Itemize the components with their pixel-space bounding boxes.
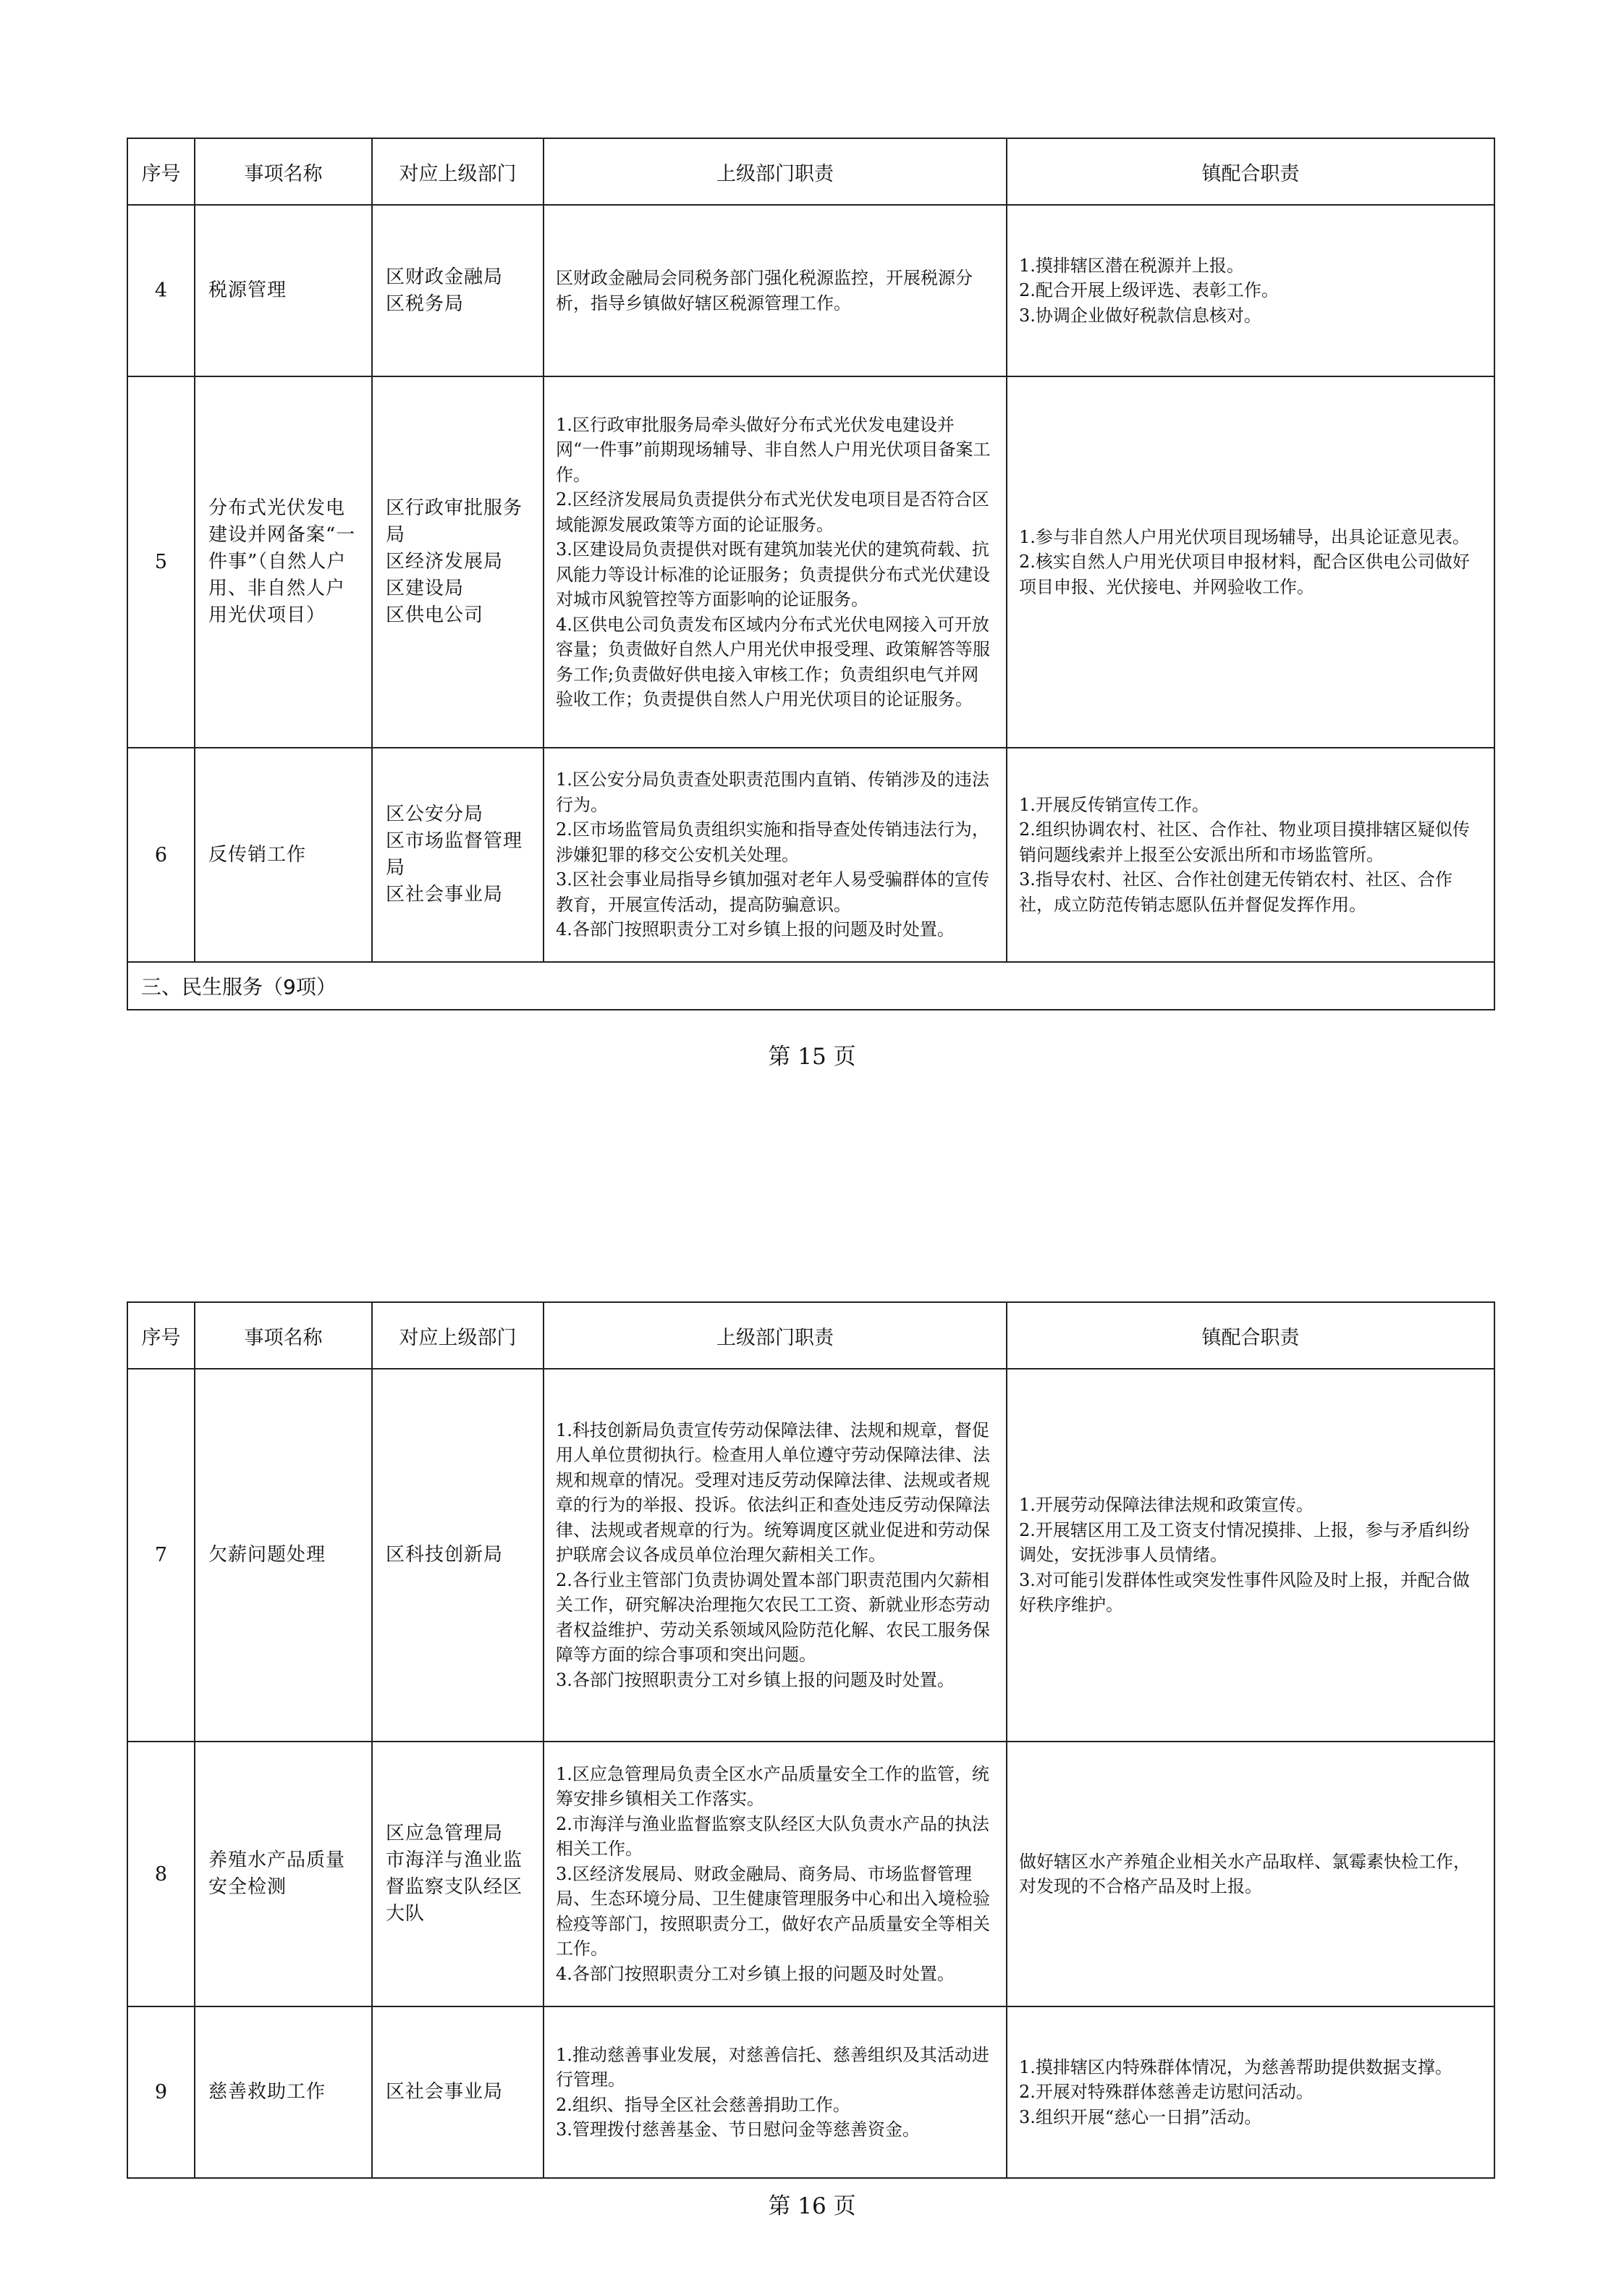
page-number: 第 15 页 (768, 1044, 856, 1070)
row-no: 6 (127, 748, 195, 962)
dept-line: 区应急管理局 (386, 1823, 504, 1844)
row-dept (372, 2006, 544, 2178)
header-town: 镇配合职责 (1007, 138, 1494, 205)
duty-item: 3.区社会事业局指导乡镇加强对老年人易受骗群体的宣传教育，开展宣传活动，提高防骗意识。 (556, 869, 989, 915)
row-duty (544, 205, 1007, 376)
town-item: 3.指导农村、社区、合作社创建无传销农村、社区、合作社，成立防范传销志愿队伍并督促发挥作用。 (1019, 869, 1452, 915)
dept-line: 市海洋与渔业监督监察支队经区大队 (386, 1849, 523, 1925)
row-duty (544, 376, 1007, 748)
page-number: 第 16 页 (768, 2193, 856, 2219)
header-no: 序号 (127, 1302, 195, 1369)
row-duty (544, 748, 1007, 962)
name-line: 反传销工作 (208, 843, 307, 866)
dept-line: 区税务局 (386, 292, 465, 315)
duty-item: 4.区供电公司负责发布区域内分布式光伏电网接入可开放容量；负责做好自然人户用光伏申报受理、政策解答等服务工作;负责做好供电接入审核工作；负责组织电气并网验收工作；负责提供自然人户用光伏项目的论证服务。 (556, 614, 990, 709)
duty-item: 2.各行业主管部门负责协调处置本部门职责范围内欠薪相关工作，研究解决治理拖欠农民工工资、新就业形态劳动者权益维护、劳动关系领域风险防范化解、农民工服务保障等方面的综合事项和突出问题。 (556, 1569, 990, 1666)
name-line: 分布式光伏发电建设并网备案“一件事”（自然人户用、非自然人户用光伏项目） (208, 497, 356, 626)
name-line: 欠薪问题处理 (208, 1544, 326, 1566)
row-name (195, 2006, 372, 2178)
dept-line: 区社会事业局 (386, 2081, 504, 2103)
duty-item: 1.区公安分局负责查处职责范围内直销、传销涉及的违法行为。 (556, 769, 989, 815)
duty-item: 4.各部门按照职责分工对乡镇上报的问题及时处置。 (556, 919, 955, 940)
town-item: 2.配合开展上级评选、表彰工作。 (1019, 280, 1279, 301)
duty-item: 1.区应急管理局负责全区水产品质量安全工作的监管，统筹安排乡镇相关工作落实。 (556, 1763, 989, 1810)
town-item: 1.开展反传销宣传工作。 (1019, 794, 1209, 815)
dept-line: 区建设局 (386, 578, 465, 599)
town-item: 3.组织开展“慈心一日捐”活动。 (1019, 2106, 1262, 2127)
dept-line: 区社会事业局 (386, 884, 504, 906)
dept-line: 区经济发展局 (386, 551, 504, 573)
section-title: 三、民生服务（9项） (127, 962, 1494, 1010)
row-duty (544, 1369, 1007, 1742)
table-header-row (127, 138, 1494, 205)
row-name (195, 1742, 372, 2006)
table-row (127, 1369, 1494, 1742)
duty-table-page-15 (127, 138, 1495, 1010)
row-town (1007, 205, 1494, 376)
town-item: 做好辖区水产养殖企业相关水产品取样、氯霉素快检工作，对发现的不合格产品及时上报。 (1019, 1851, 1471, 1896)
row-dept (372, 1742, 544, 2006)
table-row (127, 205, 1494, 376)
row-name (195, 376, 372, 748)
row-name (195, 205, 372, 376)
duty-table-page-16 (127, 1301, 1495, 2179)
row-no: 7 (127, 1369, 195, 1742)
table-header-row (127, 1302, 1494, 1369)
town-item: 2.核实自然人户用光伏项目申报材料，配合区供电公司做好项目申报、光伏接电、并网验收工作。 (1019, 552, 1470, 597)
row-dept (372, 376, 544, 748)
row-no: 5 (127, 376, 195, 748)
town-item: 2.开展辖区用工及工资支付情况摸排、上报，参与矛盾纠纷调处，安抚涉事人员情绪。 (1019, 1519, 1470, 1566)
header-name: 事项名称 (195, 138, 372, 205)
dept-line: 区公安分局 (386, 803, 484, 825)
row-no: 4 (127, 205, 195, 376)
duty-item: 1.区行政审批服务局牵头做好分布式光伏发电建设并网“一件事”前期现场辅导、非自然人户用光伏项目备案工作。 (556, 414, 991, 485)
duty-item: 3.区经济发展局、财政金融局、商务局、市场监督管理局、生态环境分局、卫生健康管理服务中心和出入境检验检疫等部门，按照职责分工，做好农产品质量安全等相关工作。 (556, 1863, 990, 1959)
header-dept: 对应上级部门 (372, 138, 544, 205)
duty-item: 2.区经济发展局负责提供分布式光伏发电项目是否符合区域能源发展政策等方面的论证服务。 (556, 489, 989, 535)
row-no: 8 (127, 1742, 195, 2006)
dept-line: 区行政审批服务局 (386, 497, 523, 546)
row-name (195, 748, 372, 962)
row-dept (372, 205, 544, 376)
header-name: 事项名称 (195, 1302, 372, 1369)
header-no: 序号 (127, 138, 195, 205)
row-name (195, 1369, 372, 1742)
town-item: 1.参与非自然人户用光伏项目现场辅导，出具论证意见表。 (1019, 526, 1470, 547)
table-row (127, 748, 1494, 962)
town-item: 3.对可能引发群体性或突发性事件风险及时上报，并配合做好秩序维护。 (1019, 1569, 1470, 1616)
row-duty (544, 2006, 1007, 2178)
duty-item: 4.各部门按照职责分工对乡镇上报的问题及时处置。 (556, 1963, 955, 1984)
dept-line: 区市场监督管理局 (386, 830, 523, 879)
town-item: 1.摸排辖区潜在税源并上报。 (1019, 255, 1244, 276)
duty-item: 2.组织、指导全区社会慈善捐助工作。 (556, 2094, 850, 2115)
name-line: 税源管理 (208, 279, 287, 301)
town-item: 1.摸排辖区内特殊群体情况，为慈善帮助提供数据支撑。 (1019, 2056, 1452, 2077)
dept-line: 区供电公司 (386, 604, 484, 626)
row-no: 9 (127, 2006, 195, 2178)
dept-line: 区科技创新局 (386, 1544, 504, 1566)
row-town (1007, 1369, 1494, 1742)
table-row (127, 1742, 1494, 2006)
row-duty (544, 1742, 1007, 2006)
table-row (127, 376, 1494, 748)
duty-item: 2.区市场监管局负责组织实施和指导查处传销违法行为，涉嫌犯罪的移交公安机关处理。 (556, 819, 989, 865)
town-item: 2.开展对特殊群体慈善走访慰问活动。 (1019, 2082, 1314, 2103)
duty-item: 1.推动慈善事业发展，对慈善信托、慈善组织及其活动进行管理。 (556, 2044, 989, 2090)
duty-item: 区财政金融局会同税务部门强化税源监控，开展税源分析，指导乡镇做好辖区税源管理工作。 (556, 268, 973, 313)
row-town (1007, 376, 1494, 748)
row-dept (372, 1369, 544, 1742)
name-line: 养殖水产品质量安全检测 (208, 1849, 346, 1898)
section-row (127, 962, 1494, 1010)
row-town (1007, 1742, 1494, 2006)
header-town: 镇配合职责 (1007, 1302, 1494, 1369)
town-item: 1.开展劳动保障法律法规和政策宣传。 (1019, 1495, 1314, 1516)
duty-item: 2.市海洋与渔业监督监察支队经区大队负责水产品的执法相关工作。 (556, 1813, 989, 1860)
town-item: 2.组织协调农村、社区、合作社、物业项目摸排辖区疑似传销问题线索并上报至公安派出所和市场监管所。 (1019, 819, 1470, 865)
row-dept (372, 748, 544, 962)
duty-item: 3.区建设局负责提供对既有建筑加装光伏的建筑荷载、抗风能力等设计标准的论证服务；负责提供分布式光伏建设对城市风貌管控等方面影响的论证服务。 (556, 539, 990, 609)
row-town (1007, 748, 1494, 962)
name-line: 慈善救助工作 (208, 2081, 326, 2103)
table-row (127, 2006, 1494, 2178)
header-duty: 上级部门职责 (544, 1302, 1007, 1369)
row-town (1007, 2006, 1494, 2178)
duty-item: 1.科技创新局负责宣传劳动保障法律、法规和规章，督促用人单位贯彻执行。检查用人单位遵守劳动保障法律、法规和规章的情况。受理对违反劳动保障法律、法规或者规章的行为的举报、投诉。依法纠正和查处违反劳动保障法律、法规或者规章的行为。统筹调度区就业促进和劳动保护联席会议各成员单位治理欠薪相关工作。 (556, 1419, 990, 1566)
header-duty: 上级部门职责 (544, 138, 1007, 205)
dept-line: 区财政金融局 (386, 266, 504, 288)
town-item: 3.协调企业做好税款信息核对。 (1019, 305, 1261, 326)
duty-item: 3.各部门按照职责分工对乡镇上报的问题及时处置。 (556, 1669, 955, 1690)
header-dept: 对应上级部门 (372, 1302, 544, 1369)
duty-item: 3.管理拨付慈善基金、节日慰问金等慈善资金。 (556, 2119, 920, 2140)
